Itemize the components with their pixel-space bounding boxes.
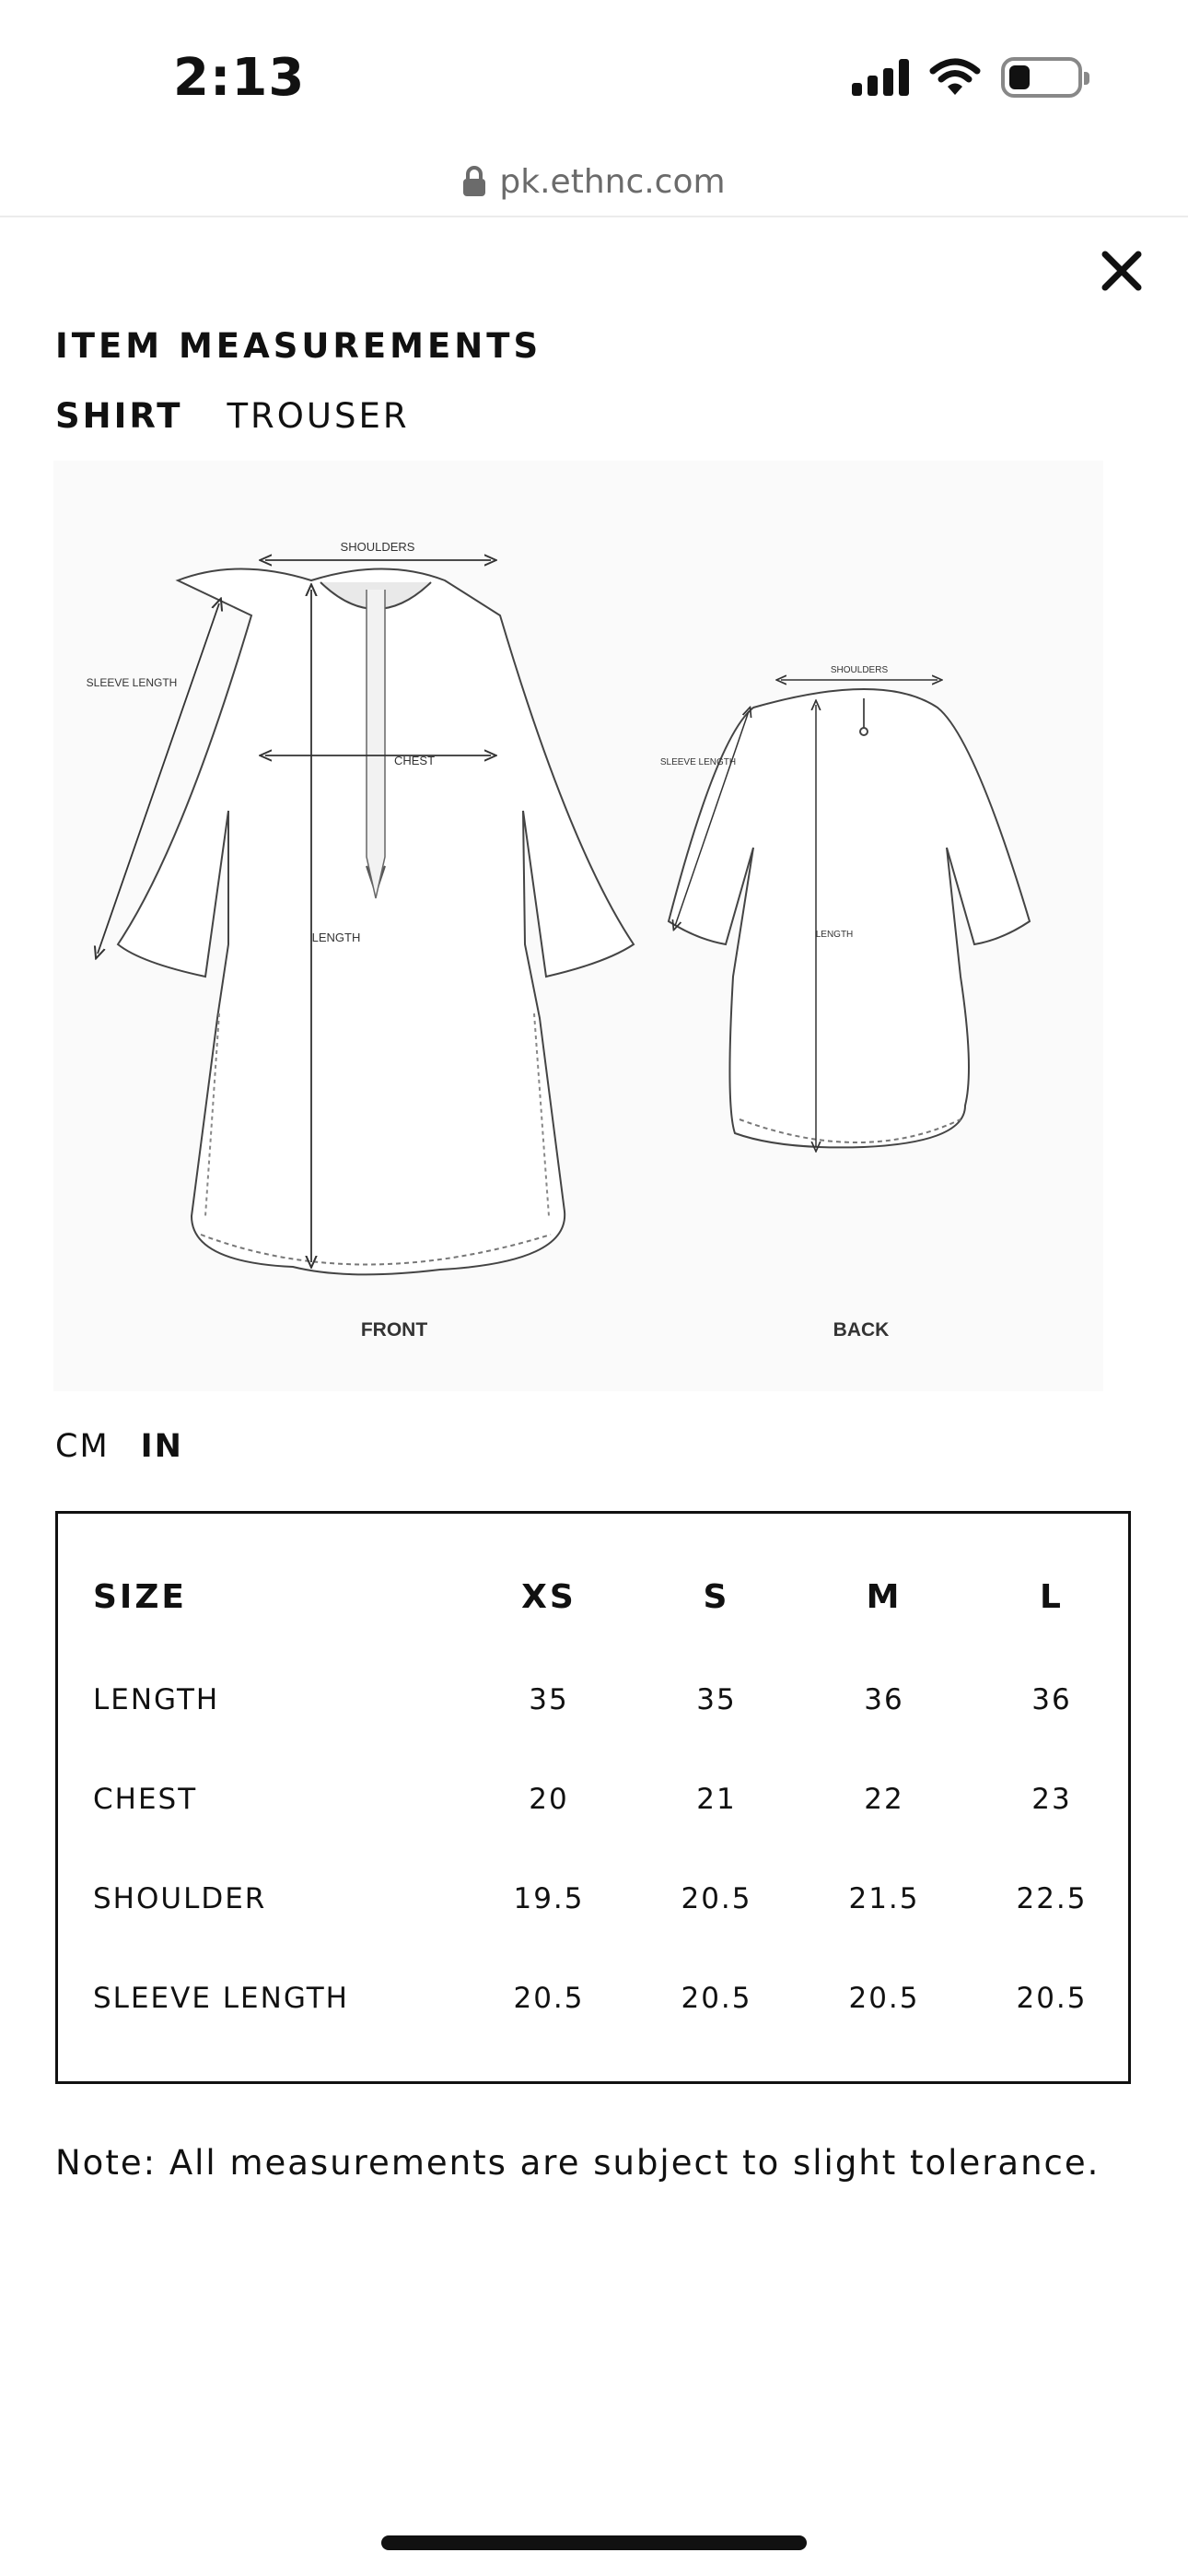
- back-caption: BACK: [833, 1319, 890, 1341]
- unit-cm-button[interactable]: CM: [55, 1428, 110, 1465]
- table-cell: 35: [696, 1683, 737, 1716]
- front-caption: FRONT: [360, 1319, 428, 1341]
- close-button[interactable]: [1096, 245, 1147, 297]
- cellular-signal-icon: [852, 59, 909, 96]
- table-cell: 22.5: [1016, 1882, 1088, 1915]
- front-chest-label: CHEST: [393, 754, 436, 767]
- back-sleeve-length-label: SLEEVE LENGTH: [659, 757, 737, 767]
- unit-toggle: [55, 1428, 183, 1465]
- tolerance-note: Note: All measurements are subject to slight tolerance.: [55, 2143, 1101, 2183]
- table-cell: 20.5: [681, 1982, 752, 2015]
- table-cell: 20.5: [513, 1982, 585, 2015]
- table-cell: 20.5: [1016, 1982, 1088, 2015]
- front-sleeve-length-label: SLEEVE LENGTH: [86, 676, 178, 689]
- tab-trouser[interactable]: TROUSER: [227, 396, 410, 436]
- table-cell: 22: [864, 1783, 904, 1816]
- home-indicator[interactable]: [381, 2535, 807, 2550]
- table-row: [58, 1862, 1128, 1936]
- table-cell: 20.5: [681, 1882, 752, 1915]
- table-cell: 36: [1031, 1683, 1072, 1716]
- header-size-m: M: [866, 1577, 903, 1616]
- back-length-label: LENGTH: [815, 930, 854, 940]
- table-cell: 20.5: [848, 1982, 920, 2015]
- table-cell: 23: [1031, 1783, 1072, 1816]
- wifi-icon: [929, 58, 981, 97]
- table-cell: 35: [529, 1683, 569, 1716]
- battery-icon: [1001, 57, 1082, 98]
- table-cell: 20: [529, 1783, 569, 1816]
- table-cell: 19.5: [513, 1882, 585, 1915]
- row-label: SLEEVE LENGTH: [93, 1982, 349, 2015]
- measurement-diagram: [53, 461, 1103, 1391]
- header-size-xs: XS: [521, 1577, 577, 1616]
- table-header-row: [58, 1560, 1128, 1633]
- table-row: [58, 1961, 1128, 2035]
- table-row: [58, 1663, 1128, 1737]
- close-icon: [1096, 245, 1147, 297]
- row-label: CHEST: [93, 1783, 198, 1816]
- table-cell: 21.5: [848, 1882, 920, 1915]
- header-size-l: L: [1040, 1577, 1064, 1616]
- status-time: 2:13: [173, 48, 306, 108]
- url-bar[interactable]: [0, 147, 1188, 217]
- back-shoulders-label: SHOULDERS: [830, 665, 889, 675]
- url-text: pk.ethnc.com: [499, 162, 726, 201]
- size-chart-table: [55, 1511, 1131, 2084]
- row-label: SHOULDER: [93, 1882, 267, 1915]
- header-size-label: SIZE: [93, 1577, 188, 1616]
- modal-title: ITEM MEASUREMENTS: [55, 326, 542, 366]
- lock-icon: [462, 166, 486, 197]
- table-cell: 21: [696, 1783, 737, 1816]
- garment-tabs: [55, 396, 410, 436]
- front-shoulders-label: SHOULDERS: [340, 540, 415, 554]
- status-icons: [852, 57, 1082, 98]
- status-bar: [0, 0, 1188, 147]
- front-length-label: LENGTH: [311, 931, 361, 944]
- row-label: LENGTH: [93, 1683, 220, 1716]
- table-cell: 36: [864, 1683, 904, 1716]
- tab-shirt[interactable]: SHIRT: [55, 396, 183, 436]
- header-size-s: S: [703, 1577, 730, 1616]
- table-row: [58, 1762, 1128, 1836]
- unit-in-button[interactable]: IN: [140, 1428, 183, 1465]
